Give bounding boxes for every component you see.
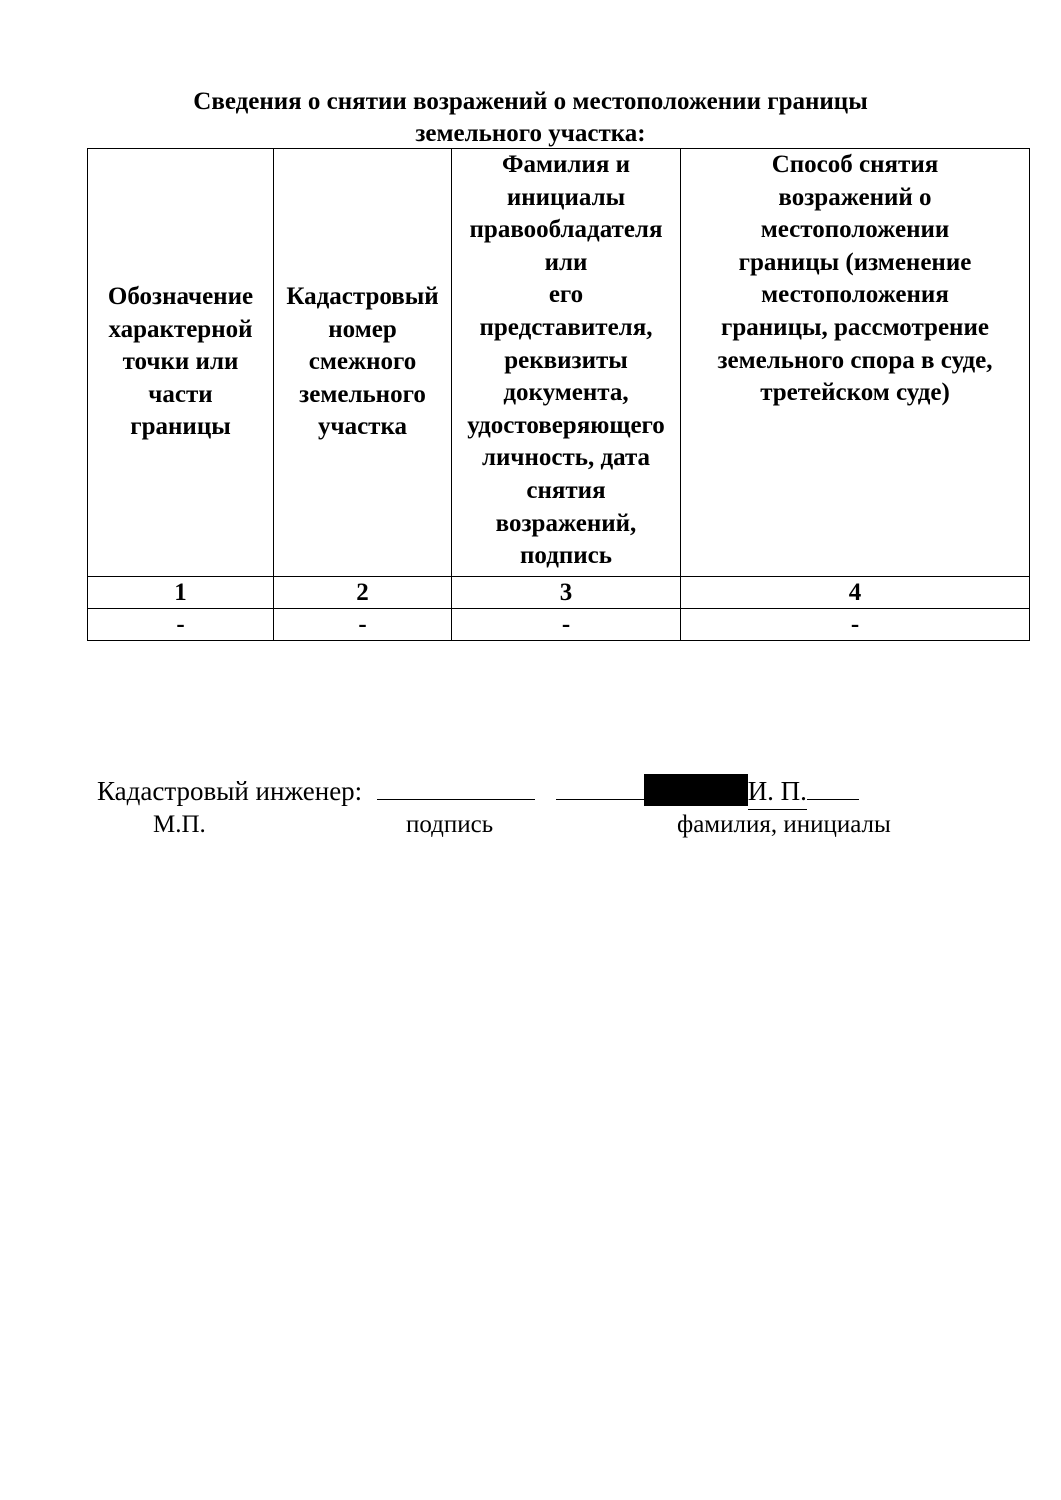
redaction-block	[644, 774, 748, 806]
header-cell-removal-method: Способ снятия возражений о местоположении границы (изменение местоположения границы, рассмотрение земельного спора в суде, третейском суде)	[681, 149, 1030, 577]
engineer-initials: И. П.	[748, 773, 807, 810]
name-caption: фамилия, инициалы	[677, 811, 891, 838]
name-blank-trailing	[807, 773, 859, 800]
signature-caption: подпись	[406, 811, 494, 838]
stamp-caption: М.П.	[153, 811, 206, 838]
column-number: 4	[681, 577, 1030, 609]
header-cell-point-designation: Обозначение характерной точки или части границы	[88, 149, 274, 577]
column-number: 2	[274, 577, 452, 609]
signature-line	[97, 773, 859, 810]
signature-label: Кадастровый инженер:	[97, 776, 363, 806]
column-number: 1	[88, 577, 274, 609]
document-title-line-1: Сведения о снятии возражений о местоположении границы	[193, 88, 868, 115]
table-cell: -	[681, 609, 1030, 641]
objections-table	[87, 148, 1030, 641]
column-number: 3	[452, 577, 681, 609]
column-number-row	[88, 577, 1030, 609]
table-header-row	[88, 149, 1030, 577]
table-row	[88, 609, 1030, 641]
name-blank-leading	[556, 773, 644, 800]
header-cell-owner-details: Фамилия и инициалы правообладателя или его представителя, реквизиты документа, удостоверяющего личность, дата снятия возражений, подпись	[452, 149, 681, 577]
table-cell: -	[452, 609, 681, 641]
table-cell: -	[274, 609, 452, 641]
table-cell: -	[88, 609, 274, 641]
signature-blank	[377, 773, 535, 800]
header-cell-cadastral-number: Кадастровый номер смежного земельного участка	[274, 149, 452, 577]
document-title-line-2: земельного участка:	[415, 120, 646, 147]
